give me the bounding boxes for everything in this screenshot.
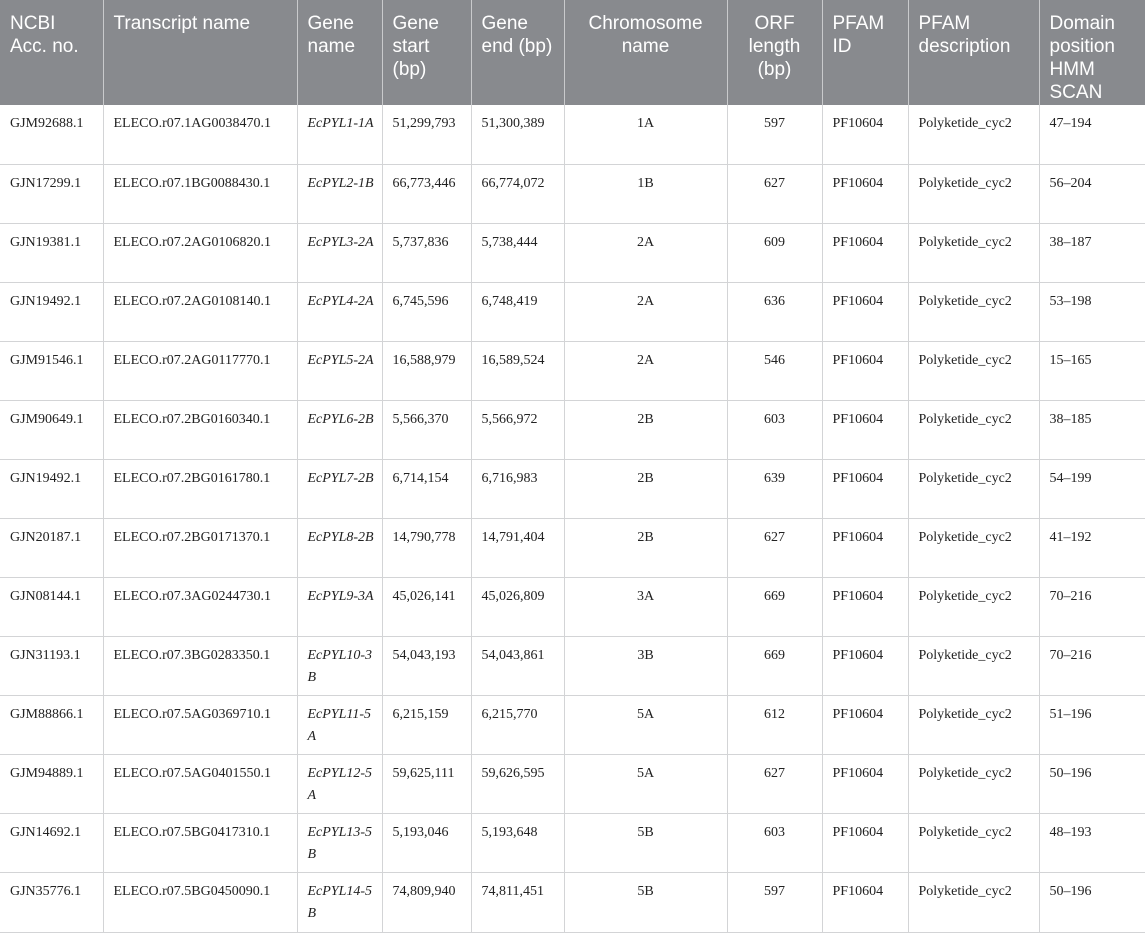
cell-pfam-id: PF10604 [822, 695, 908, 754]
cell-ncbi-acc: GJN19492.1 [0, 459, 103, 518]
cell-chromosome-name: 3B [564, 636, 727, 695]
cell-ncbi-acc: GJN35776.1 [0, 872, 103, 932]
cell-pfam-description: Polyketide_cyc2 [908, 636, 1039, 695]
cell-gene-start: 6,714,154 [382, 459, 471, 518]
cell-transcript-name: ELECO.r07.3BG0283350.1 [103, 636, 297, 695]
cell-ncbi-acc: GJM92688.1 [0, 105, 103, 164]
cell-pfam-description: Polyketide_cyc2 [908, 577, 1039, 636]
cell-domain-position: 38–187 [1039, 223, 1145, 282]
cell-orf-length: 669 [727, 636, 822, 695]
table-row [0, 872, 1145, 932]
cell-chromosome-name: 2B [564, 400, 727, 459]
cell-domain-position: 51–196 [1039, 695, 1145, 754]
cell-transcript-name: ELECO.r07.5AG0401550.1 [103, 754, 297, 813]
cell-ncbi-acc: GJN19381.1 [0, 223, 103, 282]
cell-orf-length: 669 [727, 577, 822, 636]
cell-gene-start: 59,625,111 [382, 754, 471, 813]
cell-pfam-id: PF10604 [822, 164, 908, 223]
cell-domain-position: 38–185 [1039, 400, 1145, 459]
table-row [0, 223, 1145, 282]
table-row [0, 695, 1145, 754]
cell-chromosome-name: 2A [564, 282, 727, 341]
cell-gene-name: EcPYL7-2B [297, 459, 382, 518]
cell-gene-name: EcPYL5-2A [297, 341, 382, 400]
cell-chromosome-name: 5B [564, 813, 727, 872]
cell-chromosome-name: 2B [564, 518, 727, 577]
table-row [0, 518, 1145, 577]
cell-pfam-id: PF10604 [822, 518, 908, 577]
cell-pfam-id: PF10604 [822, 754, 908, 813]
cell-gene-start: 54,043,193 [382, 636, 471, 695]
cell-gene-start: 6,745,596 [382, 282, 471, 341]
cell-pfam-id: PF10604 [822, 813, 908, 872]
cell-ncbi-acc: GJM90649.1 [0, 400, 103, 459]
cell-orf-length: 639 [727, 459, 822, 518]
cell-domain-position: 53–198 [1039, 282, 1145, 341]
cell-ncbi-acc: GJM91546.1 [0, 341, 103, 400]
header-chromosome-name: Chromosome name [564, 0, 727, 105]
header-domain-position: Domain position HMM SCAN [1039, 0, 1145, 105]
cell-gene-end: 5,566,972 [471, 400, 564, 459]
table-row [0, 813, 1145, 872]
cell-chromosome-name: 5B [564, 872, 727, 932]
header-ncbi-acc: NCBI Acc. no. [0, 0, 103, 105]
cell-gene-name: EcPYL6-2B [297, 400, 382, 459]
header-transcript-name: Transcript name [103, 0, 297, 105]
cell-gene-end: 54,043,861 [471, 636, 564, 695]
cell-transcript-name: ELECO.r07.5BG0450090.1 [103, 872, 297, 932]
cell-orf-length: 603 [727, 400, 822, 459]
cell-gene-end: 6,716,983 [471, 459, 564, 518]
cell-pfam-id: PF10604 [822, 872, 908, 932]
cell-transcript-name: ELECO.r07.5AG0369710.1 [103, 695, 297, 754]
header-row [0, 0, 1145, 105]
cell-orf-length: 627 [727, 164, 822, 223]
cell-pfam-description: Polyketide_cyc2 [908, 872, 1039, 932]
cell-ncbi-acc: GJN20187.1 [0, 518, 103, 577]
cell-gene-end: 59,626,595 [471, 754, 564, 813]
cell-pfam-description: Polyketide_cyc2 [908, 223, 1039, 282]
cell-gene-end: 6,215,770 [471, 695, 564, 754]
cell-chromosome-name: 5A [564, 754, 727, 813]
cell-domain-position: 47–194 [1039, 105, 1145, 164]
table-row [0, 577, 1145, 636]
cell-ncbi-acc: GJM88866.1 [0, 695, 103, 754]
cell-pfam-description: Polyketide_cyc2 [908, 813, 1039, 872]
header-orf-length: ORF length (bp) [727, 0, 822, 105]
cell-domain-position: 50–196 [1039, 872, 1145, 932]
cell-pfam-description: Polyketide_cyc2 [908, 459, 1039, 518]
cell-domain-position: 70–216 [1039, 636, 1145, 695]
cell-chromosome-name: 2B [564, 459, 727, 518]
table-row [0, 459, 1145, 518]
cell-gene-start: 14,790,778 [382, 518, 471, 577]
cell-domain-position: 70–216 [1039, 577, 1145, 636]
table-row [0, 105, 1145, 164]
cell-gene-end: 16,589,524 [471, 341, 564, 400]
header-gene-name: Gene name [297, 0, 382, 105]
cell-orf-length: 546 [727, 341, 822, 400]
cell-gene-name: EcPYL3-2A [297, 223, 382, 282]
cell-transcript-name: ELECO.r07.2AG0108140.1 [103, 282, 297, 341]
cell-gene-end: 74,811,451 [471, 872, 564, 932]
cell-gene-end: 66,774,072 [471, 164, 564, 223]
table-row [0, 341, 1145, 400]
header-pfam-id: PFAM ID [822, 0, 908, 105]
cell-orf-length: 627 [727, 754, 822, 813]
cell-gene-name: EcPYL9-3A [297, 577, 382, 636]
cell-pfam-id: PF10604 [822, 577, 908, 636]
cell-pfam-id: PF10604 [822, 341, 908, 400]
cell-pfam-id: PF10604 [822, 282, 908, 341]
cell-transcript-name: ELECO.r07.2BG0160340.1 [103, 400, 297, 459]
cell-gene-end: 45,026,809 [471, 577, 564, 636]
table-row [0, 400, 1145, 459]
cell-transcript-name: ELECO.r07.1BG0088430.1 [103, 164, 297, 223]
cell-gene-name: EcPYL13-5B [297, 813, 382, 872]
table-row [0, 636, 1145, 695]
cell-orf-length: 612 [727, 695, 822, 754]
cell-pfam-description: Polyketide_cyc2 [908, 105, 1039, 164]
cell-gene-start: 5,737,836 [382, 223, 471, 282]
cell-pfam-description: Polyketide_cyc2 [908, 282, 1039, 341]
cell-gene-end: 5,738,444 [471, 223, 564, 282]
cell-pfam-id: PF10604 [822, 223, 908, 282]
header-gene-start: Gene start (bp) [382, 0, 471, 105]
cell-gene-start: 45,026,141 [382, 577, 471, 636]
cell-transcript-name: ELECO.r07.1AG0038470.1 [103, 105, 297, 164]
cell-gene-name: EcPYL4-2A [297, 282, 382, 341]
cell-chromosome-name: 1A [564, 105, 727, 164]
cell-orf-length: 597 [727, 872, 822, 932]
cell-ncbi-acc: GJN17299.1 [0, 164, 103, 223]
cell-pfam-description: Polyketide_cyc2 [908, 164, 1039, 223]
cell-orf-length: 636 [727, 282, 822, 341]
cell-gene-start: 51,299,793 [382, 105, 471, 164]
cell-gene-end: 14,791,404 [471, 518, 564, 577]
cell-transcript-name: ELECO.r07.2AG0106820.1 [103, 223, 297, 282]
cell-domain-position: 56–204 [1039, 164, 1145, 223]
header-pfam-description: PFAM description [908, 0, 1039, 105]
cell-ncbi-acc: GJN14692.1 [0, 813, 103, 872]
cell-domain-position: 48–193 [1039, 813, 1145, 872]
cell-orf-length: 603 [727, 813, 822, 872]
cell-domain-position: 50–196 [1039, 754, 1145, 813]
cell-pfam-id: PF10604 [822, 400, 908, 459]
cell-gene-name: EcPYL12-5A [297, 754, 382, 813]
cell-gene-end: 6,748,419 [471, 282, 564, 341]
cell-chromosome-name: 2A [564, 223, 727, 282]
cell-ncbi-acc: GJN08144.1 [0, 577, 103, 636]
cell-chromosome-name: 3A [564, 577, 727, 636]
cell-ncbi-acc: GJN19492.1 [0, 282, 103, 341]
cell-chromosome-name: 1B [564, 164, 727, 223]
cell-gene-name: EcPYL8-2B [297, 518, 382, 577]
cell-gene-name: EcPYL14-5B [297, 872, 382, 932]
cell-pfam-id: PF10604 [822, 105, 908, 164]
cell-transcript-name: ELECO.r07.2AG0117770.1 [103, 341, 297, 400]
table-row [0, 164, 1145, 223]
cell-orf-length: 609 [727, 223, 822, 282]
cell-pfam-description: Polyketide_cyc2 [908, 695, 1039, 754]
cell-domain-position: 15–165 [1039, 341, 1145, 400]
cell-gene-name: EcPYL1-1A [297, 105, 382, 164]
cell-chromosome-name: 2A [564, 341, 727, 400]
table-row [0, 282, 1145, 341]
cell-domain-position: 41–192 [1039, 518, 1145, 577]
cell-transcript-name: ELECO.r07.5BG0417310.1 [103, 813, 297, 872]
cell-orf-length: 597 [727, 105, 822, 164]
table-body [0, 105, 1145, 932]
cell-gene-start: 74,809,940 [382, 872, 471, 932]
cell-pfam-id: PF10604 [822, 459, 908, 518]
cell-ncbi-acc: GJN31193.1 [0, 636, 103, 695]
cell-domain-position: 54–199 [1039, 459, 1145, 518]
cell-gene-name: EcPYL11-5A [297, 695, 382, 754]
cell-gene-start: 6,215,159 [382, 695, 471, 754]
header-gene-end: Gene end (bp) [471, 0, 564, 105]
cell-pfam-description: Polyketide_cyc2 [908, 400, 1039, 459]
cell-gene-end: 5,193,648 [471, 813, 564, 872]
cell-gene-start: 5,566,370 [382, 400, 471, 459]
cell-chromosome-name: 5A [564, 695, 727, 754]
cell-pfam-description: Polyketide_cyc2 [908, 518, 1039, 577]
table-row [0, 754, 1145, 813]
cell-gene-start: 66,773,446 [382, 164, 471, 223]
cell-ncbi-acc: GJM94889.1 [0, 754, 103, 813]
cell-transcript-name: ELECO.r07.2BG0161780.1 [103, 459, 297, 518]
cell-gene-name: EcPYL2-1B [297, 164, 382, 223]
cell-gene-end: 51,300,389 [471, 105, 564, 164]
cell-gene-start: 16,588,979 [382, 341, 471, 400]
cell-transcript-name: ELECO.r07.3AG0244730.1 [103, 577, 297, 636]
cell-pfam-description: Polyketide_cyc2 [908, 341, 1039, 400]
cell-pfam-id: PF10604 [822, 636, 908, 695]
cell-transcript-name: ELECO.r07.2BG0171370.1 [103, 518, 297, 577]
cell-pfam-description: Polyketide_cyc2 [908, 754, 1039, 813]
cell-orf-length: 627 [727, 518, 822, 577]
cell-gene-start: 5,193,046 [382, 813, 471, 872]
cell-gene-name: EcPYL10-3B [297, 636, 382, 695]
table-header [0, 0, 1145, 105]
